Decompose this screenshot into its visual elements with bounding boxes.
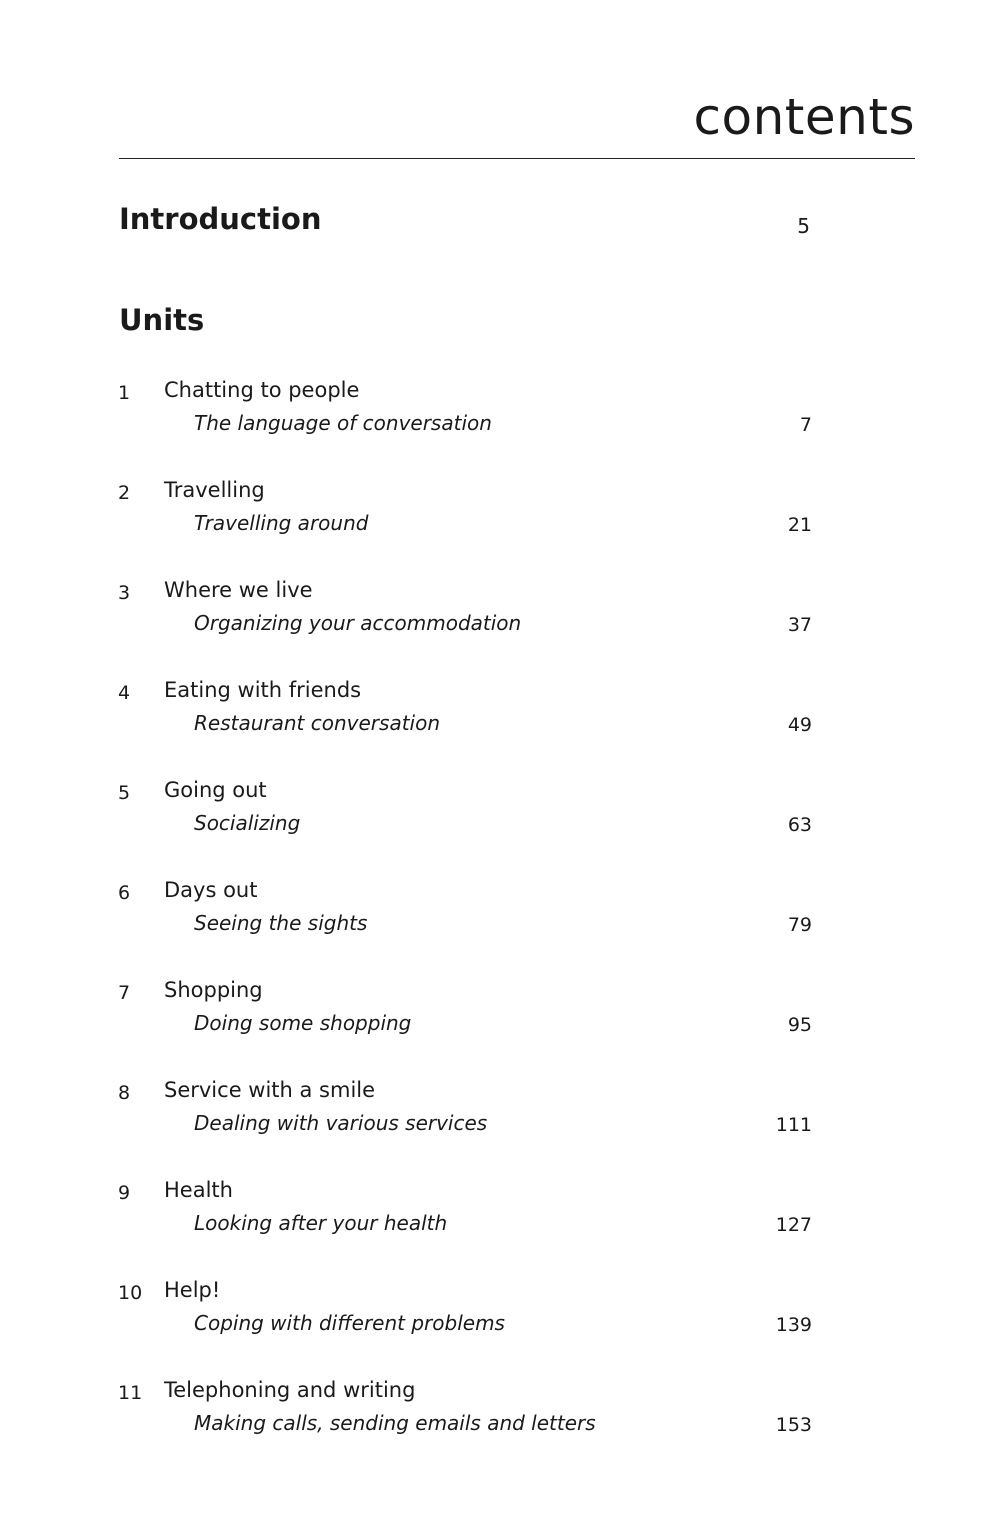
unit-number: 5 [118,782,131,804]
unit-entry [0,1178,1000,1248]
unit-entry [0,478,1000,548]
unit-title: Travelling [164,478,265,502]
unit-entry [0,578,1000,648]
unit-title: Telephoning and writing [164,1378,416,1402]
unit-subtitle: Socializing [194,811,301,835]
unit-entry [0,878,1000,948]
unit-subtitle: Restaurant conversation [194,711,441,735]
unit-entry [0,378,1000,448]
unit-number: 7 [118,982,131,1004]
unit-page-number: 127 [775,1214,812,1236]
unit-number: 11 [118,1382,143,1404]
unit-page-number: 49 [787,714,812,736]
unit-subtitle: The language of conversation [194,411,492,435]
unit-entry [0,978,1000,1048]
unit-number: 2 [118,482,131,504]
introduction-page-number: 5 [797,214,810,238]
title-divider [119,158,915,159]
unit-entry [0,1278,1000,1348]
unit-subtitle: Organizing your accommodation [194,611,522,635]
unit-number: 3 [118,582,131,604]
unit-title: Where we live [164,578,313,602]
unit-subtitle: Coping with different problems [194,1311,505,1335]
unit-title: Help! [164,1278,221,1302]
unit-title: Days out [164,878,258,902]
unit-subtitle: Looking after your health [194,1211,448,1235]
unit-page-number: 139 [775,1314,812,1336]
unit-page-number: 37 [787,614,812,636]
unit-number: 1 [118,382,131,404]
unit-page-number: 153 [775,1414,812,1436]
unit-title: Going out [164,778,267,802]
unit-title: Shopping [164,978,263,1002]
unit-page-number: 7 [799,414,812,436]
unit-number: 9 [118,1182,131,1204]
unit-title: Eating with friends [164,678,362,702]
unit-page-number: 95 [787,1014,812,1036]
unit-page-number: 79 [787,914,812,936]
unit-subtitle: Making calls, sending emails and letters [194,1411,596,1435]
unit-entry [0,678,1000,748]
unit-number: 10 [118,1282,143,1304]
unit-subtitle: Travelling around [194,511,369,535]
unit-number: 8 [118,1082,131,1104]
unit-entry [0,1078,1000,1148]
unit-title: Health [164,1178,233,1202]
unit-number: 4 [118,682,131,704]
unit-page-number: 21 [787,514,812,536]
unit-number: 6 [118,882,131,904]
unit-subtitle: Seeing the sights [194,911,368,935]
page-title: contents [693,88,915,146]
introduction-heading: Introduction [119,202,322,236]
units-heading: Units [119,303,205,337]
unit-subtitle: Dealing with various services [194,1111,488,1135]
unit-page-number: 111 [775,1114,812,1136]
unit-entry [0,1378,1000,1448]
unit-page-number: 63 [787,814,812,836]
unit-subtitle: Doing some shopping [194,1011,412,1035]
unit-title: Chatting to people [164,378,360,402]
unit-entry [0,778,1000,848]
unit-title: Service with a smile [164,1078,376,1102]
